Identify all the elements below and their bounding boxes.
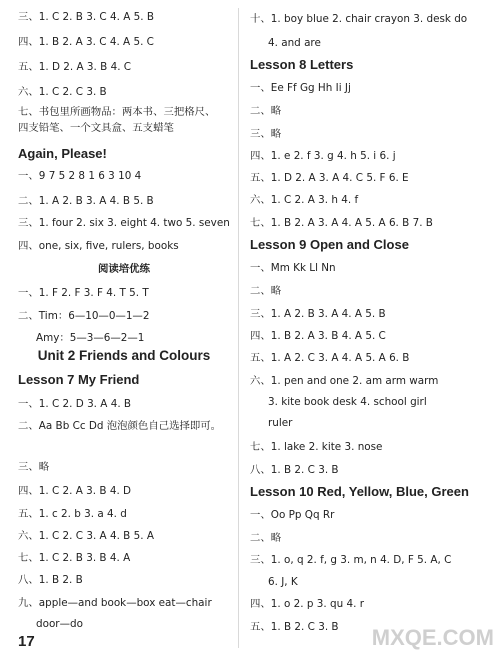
answer-line: 二、略 xyxy=(250,105,282,117)
answer-line: 四、1. C 2. A 3. B 4. D xyxy=(18,485,132,497)
column-divider xyxy=(238,8,239,648)
answer-line: Amy：5—3—6—2—1 xyxy=(36,332,145,344)
answer-line: 二、略 xyxy=(250,285,282,297)
answer-line: 三、1. C 2. B 3. C 4. A 5. B xyxy=(18,11,154,23)
answer-line: 二、Aa Bb Cc Dd 泡泡颜色自己选择即可。 xyxy=(18,420,222,432)
answer-line: 二、Tim：6—10—0—1—2 xyxy=(18,310,150,322)
answer-line: 四、1. B 2. A 3. C 4. A 5. C xyxy=(18,36,154,48)
answer-line: 七、1. C 2. B 3. B 4. A xyxy=(18,552,131,564)
page-number: 17 xyxy=(18,633,35,650)
answer-line: 6. J, K xyxy=(268,576,298,588)
section-heading: Lesson 10 Red, Yellow, Blue, Green xyxy=(250,484,469,499)
answer-line: 二、1. A 2. B 3. A 4. B 5. B xyxy=(18,195,154,207)
answer-line: 六、1. C 2. C 3. B xyxy=(18,86,107,98)
answer-line: 3. kite book desk 4. school girl xyxy=(268,396,427,408)
answer-line: 八、1. B 2. C 3. B xyxy=(250,464,339,476)
subsection-title: 阅读培优练 xyxy=(98,263,150,275)
answer-line: 三、1. A 2. B 3. A 4. A 5. B xyxy=(250,308,386,320)
section-heading: Again, Please! xyxy=(18,146,107,161)
answer-line: 三、1. four 2. six 3. eight 4. two 5. seven xyxy=(18,217,230,229)
answer-line: 五、1. D 2. A 3. A 4. C 5. F 6. E xyxy=(250,172,409,184)
answer-line: 一、Oo Pp Qq Rr xyxy=(250,509,335,521)
answer-line: 六、1. pen and one 2. am arm warm xyxy=(250,375,439,387)
section-heading: Lesson 7 My Friend xyxy=(18,372,140,387)
watermark-logo: MXQE.COM xyxy=(371,625,494,650)
answer-line: 四、1. o 2. p 3. qu 4. r xyxy=(250,598,364,610)
answer-line: 一、Mm Kk Ll Nn xyxy=(250,262,336,274)
answer-line: 一、1. C 2. D 3. A 4. B xyxy=(18,398,132,410)
answer-line: 七、1. B 2. A 3. A 4. A 5. A 6. B 7. B xyxy=(250,217,433,229)
answer-line: 一、9 7 5 2 8 1 6 3 10 4 xyxy=(18,170,142,182)
answer-line: 七、1. lake 2. kite 3. nose xyxy=(250,441,383,453)
answer-line: 五、1. D 2. A 3. B 4. C xyxy=(18,61,132,73)
answer-line: 四、one, six, five, rulers, books xyxy=(18,240,179,252)
answer-line: 四、1. B 2. A 3. B 4. A 5. C xyxy=(250,330,386,342)
answer-line: 六、1. C 2. C 3. A 4. B 5. A xyxy=(18,530,154,542)
answer-line: 4. and are xyxy=(268,37,321,49)
answer-line: 五、1. A 2. C 3. A 4. A 5. A 6. B xyxy=(250,352,410,364)
unit-heading: Unit 2 Friends and Colours xyxy=(37,348,211,363)
answer-line: 一、Ee Ff Gg Hh Ii Jj xyxy=(250,82,351,94)
answer-line: 五、1. B 2. C 3. B xyxy=(250,621,339,633)
answer-line: door—do xyxy=(36,618,83,630)
answer-line: 三、略 xyxy=(250,128,282,140)
answer-line: 一、1. F 2. F 3. F 4. T 5. T xyxy=(18,287,149,299)
answer-line: 四、1. e 2. f 3. g 4. h 5. i 6. j xyxy=(250,150,396,162)
answer-line: ruler xyxy=(268,417,293,429)
section-heading: Lesson 8 Letters xyxy=(250,57,354,72)
answer-line: 七、书包里所画物品：两本书、三把格尺、四支铅笔、一个文具盒、五支蜡笔 xyxy=(18,106,216,134)
answer-line: 三、略 xyxy=(18,461,50,473)
answer-line: 八、1. B 2. B xyxy=(18,574,83,586)
answer-line: 六、1. C 2. A 3. h 4. f xyxy=(250,194,359,206)
answer-line: 九、apple—and book—box eat—chair xyxy=(18,597,212,609)
answer-line: 二、略 xyxy=(250,532,282,544)
answer-line: 五、1. c 2. b 3. a 4. d xyxy=(18,508,127,520)
answer-line: 十、1. boy blue 2. chair crayon 3. desk do xyxy=(250,13,468,25)
section-heading: Lesson 9 Open and Close xyxy=(250,237,409,252)
answer-line: 三、1. o, q 2. f, g 3. m, n 4. D, F 5. A, C xyxy=(250,554,452,566)
